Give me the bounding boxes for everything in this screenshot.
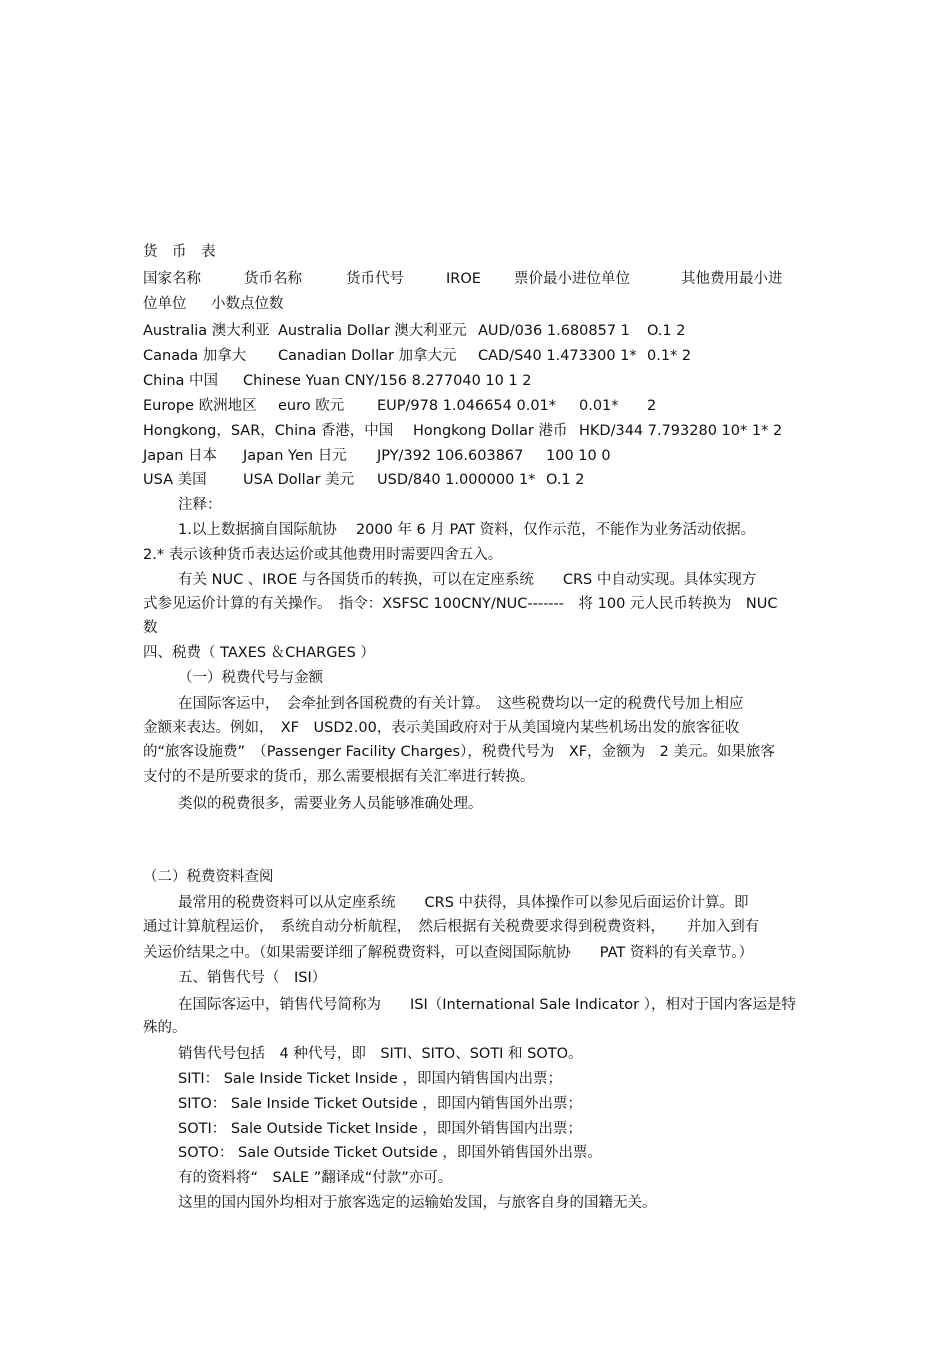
paragraph: 销售代号包括 4 种代号，即 SITI、SITO、SOTI 和 SOTO。 [178, 1046, 583, 1062]
paragraph: 有的资料将“ SALE ”翻译成“付款”亦可。 [178, 1170, 453, 1186]
paragraph: 殊的。 [143, 1020, 187, 1036]
paragraph: 关运价结果之中。（如果需要详细了解税费资料，可以查阅国际航协 PAT 资料的有关章节。） [143, 945, 754, 961]
paragraph: 金额来表达。例如， XF USD2.00，表示美国政府对于从美国境内某些机场出发的旅客征收 [143, 720, 740, 736]
paragraph: 支付的不是所要求的货币，那么需要根据有关汇率进行转换。 [143, 769, 535, 785]
subsection-heading: （二）税费资料查阅 [143, 869, 274, 885]
col-iroe: IROE [446, 271, 481, 287]
code-soto: SOTO： Sale Outside Ticket Outside ，即国外销售国外出票。 [178, 1145, 602, 1161]
paragraph: 的“旅客设施费” （Passenger Facility Charges），税费代号为 XF，金额为 2 美元。如果旅客 [143, 744, 775, 760]
section-heading: 四、税费（ TAXES ＆CHARGES ） [143, 645, 375, 661]
col-currency-code: 货币代号 [346, 271, 404, 287]
section-heading: 五、销售代号（ ISI） [178, 970, 327, 986]
col-currency-name: 货币名称 [244, 271, 302, 287]
paragraph: 这里的国内国外均相对于旅客选定的运输始发国，与旅客自身的国籍无关。 [178, 1195, 657, 1211]
subsection-heading: （一）税费代号与金额 [178, 670, 323, 686]
code-sito: SITO： Sale Inside Ticket Outside ，即国内销售国外出票； [178, 1096, 582, 1112]
paragraph: 在国际客运中， 会牵扯到各国税费的有关计算。 这些税费均以一定的税费代号加上相应 [178, 696, 744, 712]
paragraph: 通过计算航程运价， 系统自动分析航程， 然后根据有关税费要求得到税费资料， 并加入到有 [143, 919, 760, 935]
col-other-unit: 其他费用最小进 [681, 271, 783, 287]
paragraph: 在国际客运中，销售代号简称为 ISI（International Sale Indicator ），相对于国内客运是特 [178, 997, 796, 1013]
currency-table-title: 货 币 表 [143, 244, 216, 260]
paragraph: 类似的税费很多，需要业务人员能够准确处理。 [178, 796, 483, 812]
code-soti: SOTI： Sale Outside Ticket Inside ，即国外销售国内出票； [178, 1121, 582, 1137]
code-siti: SITI： Sale Inside Ticket Inside ，即国内销售国内出票； [178, 1071, 562, 1087]
note-title: 注释： [178, 497, 222, 513]
col-country: 国家名称 [143, 271, 201, 287]
paragraph: 数 [143, 620, 158, 636]
note-1: 1.以上数据摘自国际航协 2000 年 6 月 PAT 资料，仅作示范，不能作为业务活动依据。 [178, 522, 756, 538]
paragraph: 最常用的税费资料可以从定座系统 CRS 中获得，具体操作可以参见后面运价计算。即 [178, 895, 749, 911]
note-2: 2.* 表示该种货币表达运价或其他费用时需要四舍五入。 [143, 547, 503, 563]
paragraph: 式参见运价计算的有关操作。 指令：XSFSC 100CNY/NUC------- 将 100 元人民币转换为 NUC [143, 596, 778, 612]
paragraph: 有关 NUC 、IROE 与各国货币的转换，可以在定座系统 CRS 中自动实现。具体实现方 [178, 572, 757, 588]
col-fare-unit: 票价最小进位单位 [514, 271, 630, 287]
